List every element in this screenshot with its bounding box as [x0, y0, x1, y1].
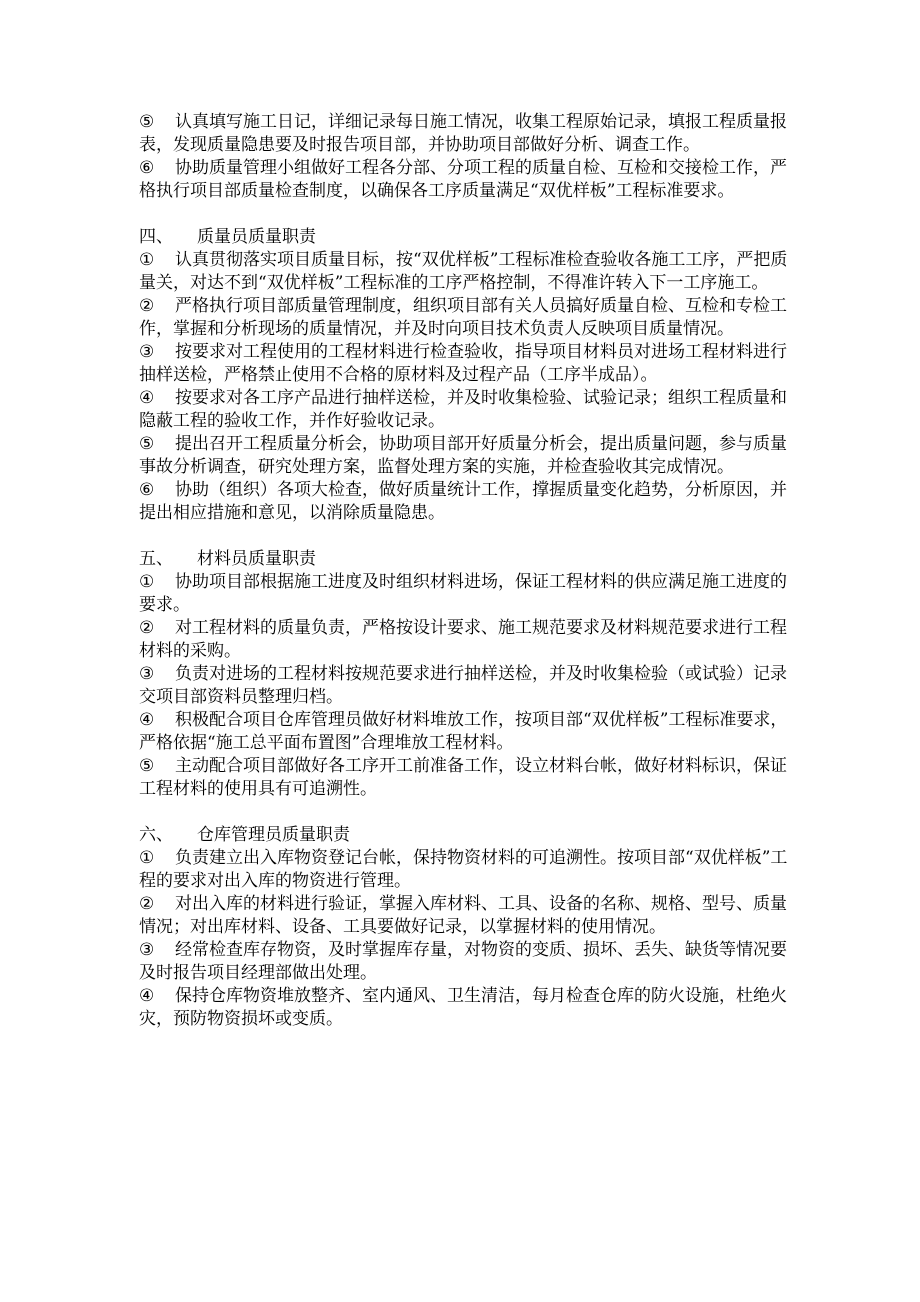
item-text: 按要求对工程使用的工程材料进行检查验收，指导项目材料员对进场工程材料进行抽样送检，严格禁止使用不合格的原材料及过程产品（工序半成品）。 — [139, 342, 787, 385]
item-text: 协助质量管理小组做好工程各分部、分项工程的质量自检、互检和交接检工作，严格执行项目部质量检查制度，以确保各工序质量满足“双优样板”工程标准要求。 — [139, 158, 787, 201]
item-text: 严格执行项目部质量管理制度，组织项目部有关人员搞好质量自检、互检和专检工作，掌握和分析现场的质量情况，并及时向项目技术负责人反映项目质量情况。 — [139, 296, 787, 339]
list-item — [139, 939, 799, 985]
item-text: 协助项目部根据施工进度及时组织材料进场，保证工程材料的供应满足施工进度的要求。 — [139, 572, 787, 615]
section-heading — [139, 226, 799, 249]
list-item — [139, 847, 799, 893]
section-number: 六、 — [139, 825, 173, 845]
list-item — [139, 663, 799, 709]
section-title: 仓库管理员质量职责 — [197, 825, 350, 845]
item-number: ③ — [139, 940, 155, 960]
section-title: 材料员质量职责 — [197, 549, 316, 569]
list-item — [139, 617, 799, 663]
item-text: 对工程材料的质量负责，严格按设计要求、施工规范要求及材料规范要求进行工程材料的采购。 — [139, 618, 787, 661]
list-item — [139, 111, 799, 157]
list-item — [139, 893, 799, 939]
list-item — [139, 709, 799, 755]
list-item — [139, 157, 799, 203]
section-heading — [139, 548, 799, 571]
item-text: 负责建立出入库物资登记台帐，保持物资材料的可追溯性。按项目部“双优样板”工程的要求对出入库的物资进行管理。 — [139, 848, 788, 891]
item-number: ① — [139, 848, 155, 868]
item-number: ① — [139, 250, 155, 270]
item-text: 提出召开工程质量分析会，协助项目部开好质量分析会，提出质量问题，参与质量事故分析调查，研究处理方案，监督处理方案的实施，并检查验收其完成情况。 — [139, 434, 787, 477]
intro-section — [139, 111, 799, 203]
item-number: ③ — [139, 342, 155, 362]
list-item — [139, 433, 799, 479]
list-item — [139, 295, 799, 341]
item-text: 协助（组织）各项大检查，做好质量统计工作，撑握质量变化趋势，分析原因，并提出相应措施和意见，以消除质量隐患。 — [139, 480, 787, 523]
item-number: ② — [139, 618, 155, 638]
item-number: ④ — [139, 710, 155, 730]
list-item — [139, 985, 799, 1031]
item-number: ⑤ — [139, 112, 155, 132]
item-number: ⑥ — [139, 158, 155, 178]
section-quality-inspector — [139, 226, 799, 525]
item-number: ⑥ — [139, 480, 155, 500]
item-text: 认真填写施工日记，详细记录每日施工情况，收集工程原始记录，填报工程质量报表，发现质量隐患要及时报告项目部，并协助项目部做好分析、调查工作。 — [139, 112, 787, 155]
list-item — [139, 249, 799, 295]
item-number: ④ — [139, 986, 155, 1006]
list-item — [139, 387, 799, 433]
section-heading — [139, 824, 799, 847]
item-text: 积极配合项目仓库管理员做好材料堆放工作，按项目部“双优样板”工程标准要求，严格依据“施工总平面布置图”合理堆放工程材料。 — [139, 710, 788, 753]
section-title: 质量员质量职责 — [197, 227, 316, 247]
item-text: 主动配合项目部做好各工序开工前准备工作，设立材料台帐，做好材料标识，保证工程材料的使用具有可追溯性。 — [139, 756, 787, 799]
section-warehouse-keeper — [139, 824, 799, 1031]
document-page — [139, 111, 799, 1031]
section-number: 四、 — [139, 227, 173, 247]
item-number: ③ — [139, 664, 155, 684]
item-text: 对出入库的材料进行验证，掌握入库材料、工具、设备的名称、规格、型号、质量情况；对出库材料、设备、工具要做好记录，以掌握材料的使用情况。 — [139, 894, 787, 937]
item-text: 按要求对各工序产品进行抽样送检，并及时收集检验、试验记录；组织工程质量和隐蔽工程的验收工作，并作好验收记录。 — [139, 388, 787, 431]
list-item — [139, 755, 799, 801]
item-text: 认真贯彻落实项目质量目标，按“双优样板”工程标准检查验收各施工工序，严把质量关，对达不到“双优样板”工程标准的工序严格控制，不得准许转入下一工序施工。 — [139, 250, 788, 293]
list-item — [139, 341, 799, 387]
item-text: 经常检查库存物资，及时掌握库存量，对物资的变质、损坏、丢失、缺货等情况要及时报告项目经理部做出处理。 — [139, 940, 787, 983]
item-number: ⑤ — [139, 756, 155, 776]
item-text: 负责对进场的工程材料按规范要求进行抽样送检，并及时收集检验（或试验）记录交项目部资料员整理归档。 — [139, 664, 787, 707]
section-material-officer — [139, 548, 799, 801]
list-item — [139, 479, 799, 525]
item-number: ② — [139, 894, 155, 914]
list-item — [139, 571, 799, 617]
section-number: 五、 — [139, 549, 173, 569]
item-text: 保持仓库物资堆放整齐、室内通风、卫生清洁，每月检查仓库的防火设施，杜绝火灾，预防物资损坏或变质。 — [139, 986, 787, 1029]
item-number: ① — [139, 572, 155, 592]
item-number: ④ — [139, 388, 155, 408]
item-number: ② — [139, 296, 155, 316]
item-number: ⑤ — [139, 434, 155, 454]
